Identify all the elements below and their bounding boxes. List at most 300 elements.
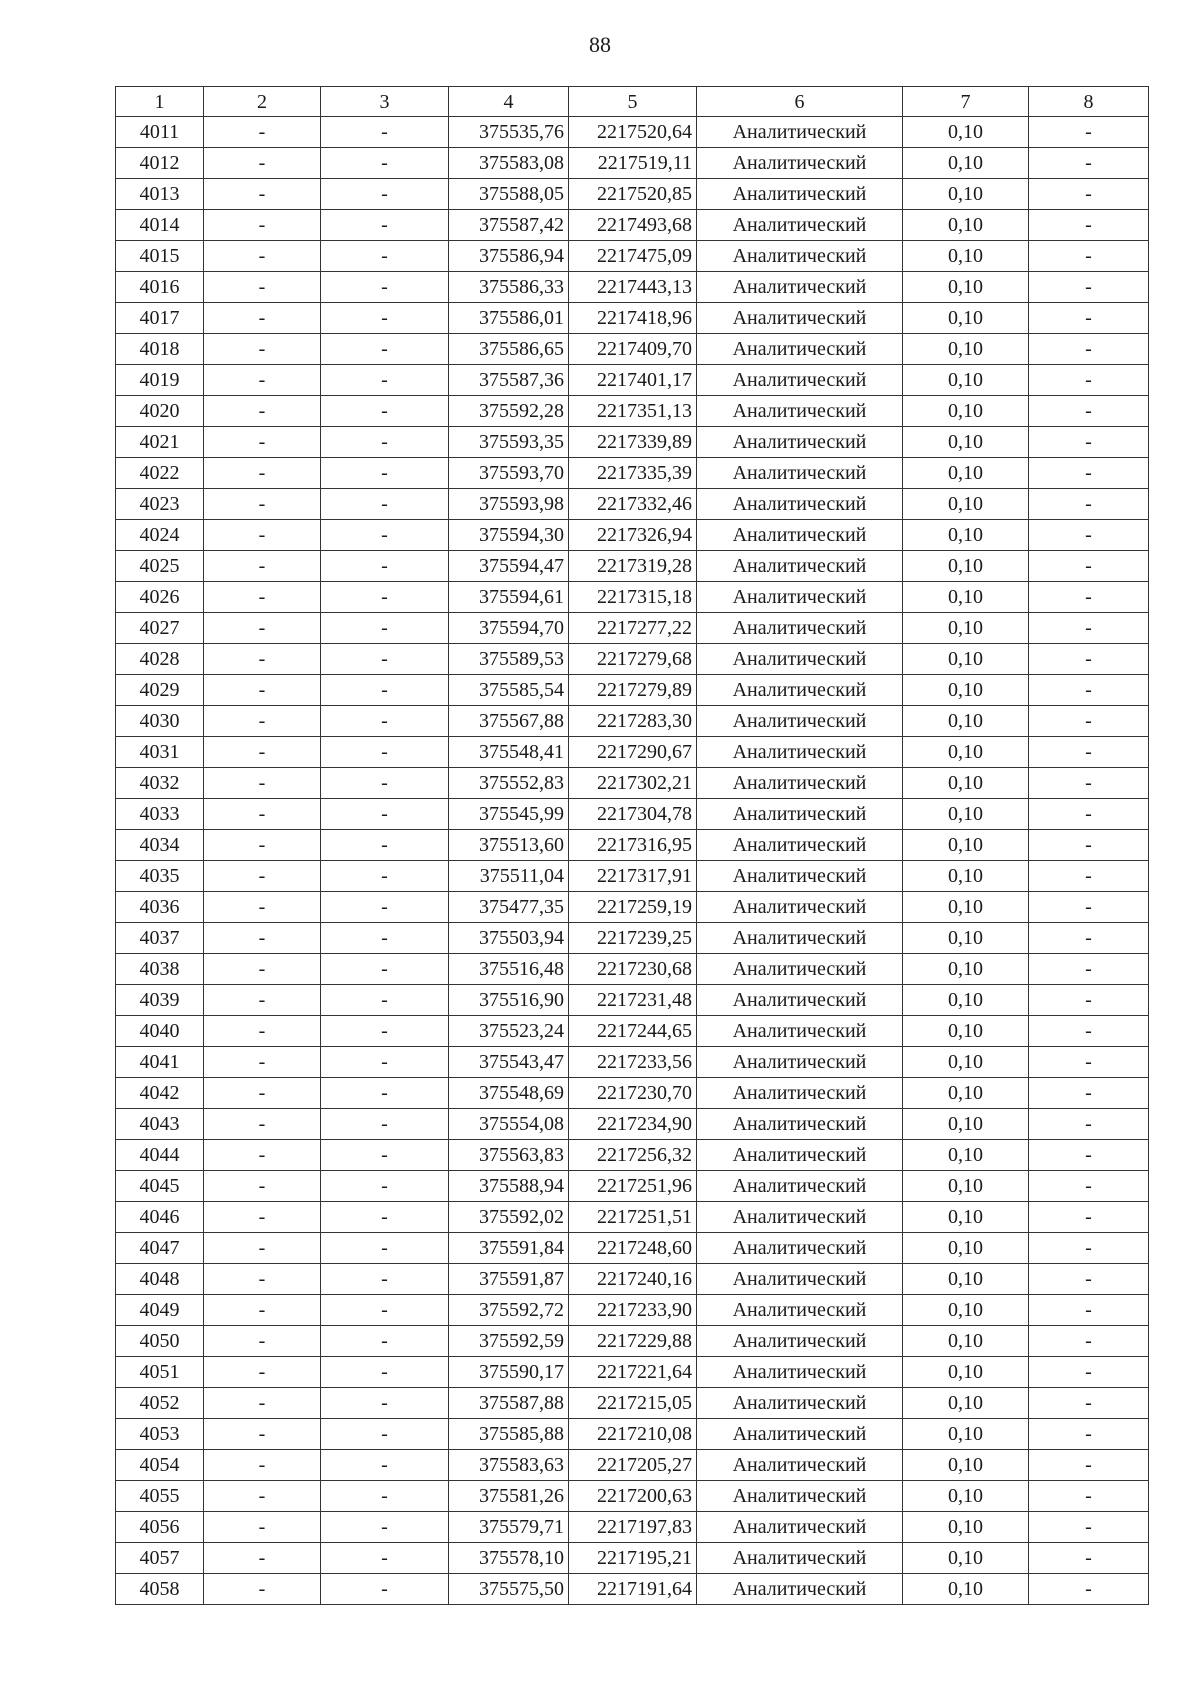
col2-cell: - xyxy=(204,1109,321,1140)
x-coordinate-cell: 375593,35 xyxy=(449,427,569,458)
point-number-cell: 4044 xyxy=(116,1140,204,1171)
table-row xyxy=(116,365,1149,396)
table-row xyxy=(116,241,1149,272)
y-coordinate-cell: 2217239,25 xyxy=(569,923,697,954)
table-row xyxy=(116,954,1149,985)
table-row xyxy=(116,551,1149,582)
point-number-cell: 4032 xyxy=(116,768,204,799)
table-row xyxy=(116,210,1149,241)
method-cell: Аналитический xyxy=(697,1326,903,1357)
col8-cell: - xyxy=(1029,1171,1149,1202)
col3-cell: - xyxy=(321,241,449,272)
method-cell: Аналитический xyxy=(697,1078,903,1109)
x-coordinate-cell: 375535,76 xyxy=(449,117,569,148)
col8-cell: - xyxy=(1029,923,1149,954)
col8-cell: - xyxy=(1029,1233,1149,1264)
col3-cell: - xyxy=(321,1419,449,1450)
col3-cell: - xyxy=(321,1357,449,1388)
accuracy-cell: 0,10 xyxy=(903,985,1029,1016)
method-cell: Аналитический xyxy=(697,210,903,241)
table-row xyxy=(116,1450,1149,1481)
table-row xyxy=(116,148,1149,179)
point-number-cell: 4029 xyxy=(116,675,204,706)
col3-cell: - xyxy=(321,334,449,365)
point-number-cell: 4035 xyxy=(116,861,204,892)
point-number-cell: 4017 xyxy=(116,303,204,334)
col8-cell: - xyxy=(1029,737,1149,768)
accuracy-cell: 0,10 xyxy=(903,675,1029,706)
col3-cell: - xyxy=(321,1574,449,1605)
coordinates-table xyxy=(115,86,1149,1605)
col2-cell: - xyxy=(204,706,321,737)
point-number-cell: 4016 xyxy=(116,272,204,303)
point-number-cell: 4026 xyxy=(116,582,204,613)
col2-cell: - xyxy=(204,1202,321,1233)
point-number-cell: 4014 xyxy=(116,210,204,241)
column-header: 6 xyxy=(697,87,903,117)
point-number-cell: 4040 xyxy=(116,1016,204,1047)
x-coordinate-cell: 375578,10 xyxy=(449,1543,569,1574)
method-cell: Аналитический xyxy=(697,1295,903,1326)
table-row xyxy=(116,1233,1149,1264)
col2-cell: - xyxy=(204,520,321,551)
x-coordinate-cell: 375585,88 xyxy=(449,1419,569,1450)
table-row xyxy=(116,613,1149,644)
x-coordinate-cell: 375593,70 xyxy=(449,458,569,489)
point-number-cell: 4027 xyxy=(116,613,204,644)
x-coordinate-cell: 375567,88 xyxy=(449,706,569,737)
accuracy-cell: 0,10 xyxy=(903,1450,1029,1481)
col8-cell: - xyxy=(1029,768,1149,799)
col8-cell: - xyxy=(1029,365,1149,396)
table-row xyxy=(116,1202,1149,1233)
accuracy-cell: 0,10 xyxy=(903,1109,1029,1140)
accuracy-cell: 0,10 xyxy=(903,365,1029,396)
point-number-cell: 4011 xyxy=(116,117,204,148)
col2-cell: - xyxy=(204,830,321,861)
col3-cell: - xyxy=(321,1543,449,1574)
table-row xyxy=(116,520,1149,551)
method-cell: Аналитический xyxy=(697,551,903,582)
y-coordinate-cell: 2217351,13 xyxy=(569,396,697,427)
y-coordinate-cell: 2217229,88 xyxy=(569,1326,697,1357)
x-coordinate-cell: 375583,63 xyxy=(449,1450,569,1481)
col2-cell: - xyxy=(204,272,321,303)
col3-cell: - xyxy=(321,1171,449,1202)
point-number-cell: 4050 xyxy=(116,1326,204,1357)
col2-cell: - xyxy=(204,551,321,582)
col3-cell: - xyxy=(321,179,449,210)
col3-cell: - xyxy=(321,1264,449,1295)
method-cell: Аналитический xyxy=(697,1109,903,1140)
col8-cell: - xyxy=(1029,1326,1149,1357)
y-coordinate-cell: 2217520,85 xyxy=(569,179,697,210)
method-cell: Аналитический xyxy=(697,1140,903,1171)
method-cell: Аналитический xyxy=(697,892,903,923)
accuracy-cell: 0,10 xyxy=(903,923,1029,954)
y-coordinate-cell: 2217316,95 xyxy=(569,830,697,861)
table-row xyxy=(116,179,1149,210)
x-coordinate-cell: 375581,26 xyxy=(449,1481,569,1512)
x-coordinate-cell: 375587,36 xyxy=(449,365,569,396)
col8-cell: - xyxy=(1029,1481,1149,1512)
y-coordinate-cell: 2217231,48 xyxy=(569,985,697,1016)
point-number-cell: 4036 xyxy=(116,892,204,923)
y-coordinate-cell: 2217409,70 xyxy=(569,334,697,365)
point-number-cell: 4018 xyxy=(116,334,204,365)
col3-cell: - xyxy=(321,830,449,861)
point-number-cell: 4041 xyxy=(116,1047,204,1078)
col8-cell: - xyxy=(1029,1016,1149,1047)
col8-cell: - xyxy=(1029,303,1149,334)
accuracy-cell: 0,10 xyxy=(903,737,1029,768)
point-number-cell: 4056 xyxy=(116,1512,204,1543)
y-coordinate-cell: 2217200,63 xyxy=(569,1481,697,1512)
method-cell: Аналитический xyxy=(697,1047,903,1078)
col2-cell: - xyxy=(204,954,321,985)
table-row xyxy=(116,675,1149,706)
x-coordinate-cell: 375554,08 xyxy=(449,1109,569,1140)
col3-cell: - xyxy=(321,303,449,334)
table-row xyxy=(116,644,1149,675)
accuracy-cell: 0,10 xyxy=(903,396,1029,427)
method-cell: Аналитический xyxy=(697,179,903,210)
col3-cell: - xyxy=(321,365,449,396)
accuracy-cell: 0,10 xyxy=(903,1481,1029,1512)
accuracy-cell: 0,10 xyxy=(903,241,1029,272)
accuracy-cell: 0,10 xyxy=(903,1574,1029,1605)
point-number-cell: 4030 xyxy=(116,706,204,737)
col2-cell: - xyxy=(204,923,321,954)
table-row xyxy=(116,1574,1149,1605)
table-row xyxy=(116,396,1149,427)
col8-cell: - xyxy=(1029,1512,1149,1543)
col8-cell: - xyxy=(1029,396,1149,427)
point-number-cell: 4051 xyxy=(116,1357,204,1388)
accuracy-cell: 0,10 xyxy=(903,799,1029,830)
accuracy-cell: 0,10 xyxy=(903,1140,1029,1171)
x-coordinate-cell: 375586,65 xyxy=(449,334,569,365)
col8-cell: - xyxy=(1029,892,1149,923)
point-number-cell: 4043 xyxy=(116,1109,204,1140)
accuracy-cell: 0,10 xyxy=(903,1202,1029,1233)
method-cell: Аналитический xyxy=(697,613,903,644)
col3-cell: - xyxy=(321,1140,449,1171)
col2-cell: - xyxy=(204,1543,321,1574)
col8-cell: - xyxy=(1029,1047,1149,1078)
y-coordinate-cell: 2217230,68 xyxy=(569,954,697,985)
x-coordinate-cell: 375563,83 xyxy=(449,1140,569,1171)
table-row xyxy=(116,706,1149,737)
table-row xyxy=(116,923,1149,954)
col8-cell: - xyxy=(1029,179,1149,210)
x-coordinate-cell: 375516,48 xyxy=(449,954,569,985)
table-row xyxy=(116,1357,1149,1388)
col8-cell: - xyxy=(1029,489,1149,520)
x-coordinate-cell: 375592,72 xyxy=(449,1295,569,1326)
y-coordinate-cell: 2217230,70 xyxy=(569,1078,697,1109)
col3-cell: - xyxy=(321,613,449,644)
table-row xyxy=(116,1264,1149,1295)
accuracy-cell: 0,10 xyxy=(903,179,1029,210)
col3-cell: - xyxy=(321,551,449,582)
col2-cell: - xyxy=(204,644,321,675)
x-coordinate-cell: 375511,04 xyxy=(449,861,569,892)
col2-cell: - xyxy=(204,1078,321,1109)
col2-cell: - xyxy=(204,1512,321,1543)
accuracy-cell: 0,10 xyxy=(903,1264,1029,1295)
col3-cell: - xyxy=(321,768,449,799)
col3-cell: - xyxy=(321,458,449,489)
x-coordinate-cell: 375579,71 xyxy=(449,1512,569,1543)
point-number-cell: 4058 xyxy=(116,1574,204,1605)
col8-cell: - xyxy=(1029,458,1149,489)
y-coordinate-cell: 2217326,94 xyxy=(569,520,697,551)
col8-cell: - xyxy=(1029,1388,1149,1419)
col8-cell: - xyxy=(1029,706,1149,737)
y-coordinate-cell: 2217197,83 xyxy=(569,1512,697,1543)
accuracy-cell: 0,10 xyxy=(903,1512,1029,1543)
col3-cell: - xyxy=(321,272,449,303)
y-coordinate-cell: 2217279,68 xyxy=(569,644,697,675)
table-row xyxy=(116,1140,1149,1171)
x-coordinate-cell: 375523,24 xyxy=(449,1016,569,1047)
x-coordinate-cell: 375543,47 xyxy=(449,1047,569,1078)
col8-cell: - xyxy=(1029,1419,1149,1450)
accuracy-cell: 0,10 xyxy=(903,272,1029,303)
table-row xyxy=(116,272,1149,303)
x-coordinate-cell: 375503,94 xyxy=(449,923,569,954)
table-row xyxy=(116,768,1149,799)
point-number-cell: 4052 xyxy=(116,1388,204,1419)
method-cell: Аналитический xyxy=(697,396,903,427)
method-cell: Аналитический xyxy=(697,1264,903,1295)
accuracy-cell: 0,10 xyxy=(903,427,1029,458)
col8-cell: - xyxy=(1029,1574,1149,1605)
col3-cell: - xyxy=(321,396,449,427)
col2-cell: - xyxy=(204,303,321,334)
col3-cell: - xyxy=(321,675,449,706)
column-header: 7 xyxy=(903,87,1029,117)
accuracy-cell: 0,10 xyxy=(903,1295,1029,1326)
accuracy-cell: 0,10 xyxy=(903,954,1029,985)
point-number-cell: 4019 xyxy=(116,365,204,396)
col8-cell: - xyxy=(1029,1543,1149,1574)
col2-cell: - xyxy=(204,1264,321,1295)
col3-cell: - xyxy=(321,210,449,241)
method-cell: Аналитический xyxy=(697,1512,903,1543)
y-coordinate-cell: 2217191,64 xyxy=(569,1574,697,1605)
x-coordinate-cell: 375594,47 xyxy=(449,551,569,582)
method-cell: Аналитический xyxy=(697,644,903,675)
y-coordinate-cell: 2217259,19 xyxy=(569,892,697,923)
col8-cell: - xyxy=(1029,520,1149,551)
point-number-cell: 4025 xyxy=(116,551,204,582)
point-number-cell: 4048 xyxy=(116,1264,204,1295)
x-coordinate-cell: 375477,35 xyxy=(449,892,569,923)
method-cell: Аналитический xyxy=(697,1233,903,1264)
x-coordinate-cell: 375594,61 xyxy=(449,582,569,613)
column-header: 2 xyxy=(204,87,321,117)
y-coordinate-cell: 2217339,89 xyxy=(569,427,697,458)
method-cell: Аналитический xyxy=(697,1450,903,1481)
table-body xyxy=(116,87,1149,1605)
x-coordinate-cell: 375513,60 xyxy=(449,830,569,861)
x-coordinate-cell: 375587,88 xyxy=(449,1388,569,1419)
method-cell: Аналитический xyxy=(697,799,903,830)
point-number-cell: 4031 xyxy=(116,737,204,768)
accuracy-cell: 0,10 xyxy=(903,706,1029,737)
col3-cell: - xyxy=(321,985,449,1016)
accuracy-cell: 0,10 xyxy=(903,1326,1029,1357)
y-coordinate-cell: 2217475,09 xyxy=(569,241,697,272)
column-header: 1 xyxy=(116,87,204,117)
col3-cell: - xyxy=(321,148,449,179)
col2-cell: - xyxy=(204,892,321,923)
method-cell: Аналитический xyxy=(697,830,903,861)
accuracy-cell: 0,10 xyxy=(903,117,1029,148)
column-header: 8 xyxy=(1029,87,1149,117)
col3-cell: - xyxy=(321,706,449,737)
col2-cell: - xyxy=(204,241,321,272)
table-row xyxy=(116,861,1149,892)
y-coordinate-cell: 2217240,16 xyxy=(569,1264,697,1295)
col8-cell: - xyxy=(1029,551,1149,582)
col8-cell: - xyxy=(1029,334,1149,365)
method-cell: Аналитический xyxy=(697,768,903,799)
col3-cell: - xyxy=(321,799,449,830)
accuracy-cell: 0,10 xyxy=(903,210,1029,241)
x-coordinate-cell: 375586,33 xyxy=(449,272,569,303)
accuracy-cell: 0,10 xyxy=(903,148,1029,179)
column-header: 3 xyxy=(321,87,449,117)
y-coordinate-cell: 2217244,65 xyxy=(569,1016,697,1047)
col2-cell: - xyxy=(204,1326,321,1357)
col3-cell: - xyxy=(321,427,449,458)
y-coordinate-cell: 2217418,96 xyxy=(569,303,697,334)
table-row xyxy=(116,1481,1149,1512)
method-cell: Аналитический xyxy=(697,458,903,489)
y-coordinate-cell: 2217234,90 xyxy=(569,1109,697,1140)
accuracy-cell: 0,10 xyxy=(903,830,1029,861)
method-cell: Аналитический xyxy=(697,737,903,768)
y-coordinate-cell: 2217302,21 xyxy=(569,768,697,799)
y-coordinate-cell: 2217401,17 xyxy=(569,365,697,396)
col8-cell: - xyxy=(1029,1140,1149,1171)
col3-cell: - xyxy=(321,117,449,148)
col8-cell: - xyxy=(1029,830,1149,861)
col3-cell: - xyxy=(321,1388,449,1419)
y-coordinate-cell: 2217493,68 xyxy=(569,210,697,241)
table-row xyxy=(116,117,1149,148)
accuracy-cell: 0,10 xyxy=(903,1357,1029,1388)
y-coordinate-cell: 2217443,13 xyxy=(569,272,697,303)
y-coordinate-cell: 2217283,30 xyxy=(569,706,697,737)
accuracy-cell: 0,10 xyxy=(903,1078,1029,1109)
point-number-cell: 4022 xyxy=(116,458,204,489)
col8-cell: - xyxy=(1029,1295,1149,1326)
accuracy-cell: 0,10 xyxy=(903,1543,1029,1574)
accuracy-cell: 0,10 xyxy=(903,551,1029,582)
accuracy-cell: 0,10 xyxy=(903,613,1029,644)
x-coordinate-cell: 375548,69 xyxy=(449,1078,569,1109)
point-number-cell: 4054 xyxy=(116,1450,204,1481)
method-cell: Аналитический xyxy=(697,489,903,520)
col3-cell: - xyxy=(321,582,449,613)
y-coordinate-cell: 2217277,22 xyxy=(569,613,697,644)
col8-cell: - xyxy=(1029,1450,1149,1481)
col8-cell: - xyxy=(1029,613,1149,644)
col8-cell: - xyxy=(1029,1109,1149,1140)
point-number-cell: 4033 xyxy=(116,799,204,830)
y-coordinate-cell: 2217233,90 xyxy=(569,1295,697,1326)
table-row xyxy=(116,892,1149,923)
col2-cell: - xyxy=(204,1574,321,1605)
accuracy-cell: 0,10 xyxy=(903,768,1029,799)
col2-cell: - xyxy=(204,1295,321,1326)
col8-cell: - xyxy=(1029,1202,1149,1233)
col3-cell: - xyxy=(321,1078,449,1109)
method-cell: Аналитический xyxy=(697,272,903,303)
col2-cell: - xyxy=(204,210,321,241)
point-number-cell: 4045 xyxy=(116,1171,204,1202)
col2-cell: - xyxy=(204,675,321,706)
y-coordinate-cell: 2217251,51 xyxy=(569,1202,697,1233)
method-cell: Аналитический xyxy=(697,303,903,334)
col8-cell: - xyxy=(1029,148,1149,179)
x-coordinate-cell: 375552,83 xyxy=(449,768,569,799)
x-coordinate-cell: 375592,02 xyxy=(449,1202,569,1233)
y-coordinate-cell: 2217317,91 xyxy=(569,861,697,892)
col3-cell: - xyxy=(321,644,449,675)
method-cell: Аналитический xyxy=(697,1388,903,1419)
table-row xyxy=(116,1512,1149,1543)
col8-cell: - xyxy=(1029,241,1149,272)
y-coordinate-cell: 2217221,64 xyxy=(569,1357,697,1388)
point-number-cell: 4049 xyxy=(116,1295,204,1326)
col2-cell: - xyxy=(204,458,321,489)
method-cell: Аналитический xyxy=(697,1171,903,1202)
y-coordinate-cell: 2217520,64 xyxy=(569,117,697,148)
method-cell: Аналитический xyxy=(697,706,903,737)
accuracy-cell: 0,10 xyxy=(903,1388,1029,1419)
y-coordinate-cell: 2217319,28 xyxy=(569,551,697,582)
table-row xyxy=(116,1078,1149,1109)
point-number-cell: 4034 xyxy=(116,830,204,861)
point-number-cell: 4053 xyxy=(116,1419,204,1450)
col2-cell: - xyxy=(204,1419,321,1450)
table-row xyxy=(116,303,1149,334)
x-coordinate-cell: 375575,50 xyxy=(449,1574,569,1605)
table-row xyxy=(116,458,1149,489)
point-number-cell: 4015 xyxy=(116,241,204,272)
method-cell: Аналитический xyxy=(697,1481,903,1512)
accuracy-cell: 0,10 xyxy=(903,861,1029,892)
method-cell: Аналитический xyxy=(697,520,903,551)
col3-cell: - xyxy=(321,1326,449,1357)
method-cell: Аналитический xyxy=(697,148,903,179)
col3-cell: - xyxy=(321,861,449,892)
table-row xyxy=(116,799,1149,830)
col2-cell: - xyxy=(204,737,321,768)
x-coordinate-cell: 375588,05 xyxy=(449,179,569,210)
accuracy-cell: 0,10 xyxy=(903,1171,1029,1202)
col8-cell: - xyxy=(1029,117,1149,148)
point-number-cell: 4042 xyxy=(116,1078,204,1109)
table-row xyxy=(116,1109,1149,1140)
col8-cell: - xyxy=(1029,985,1149,1016)
col3-cell: - xyxy=(321,737,449,768)
